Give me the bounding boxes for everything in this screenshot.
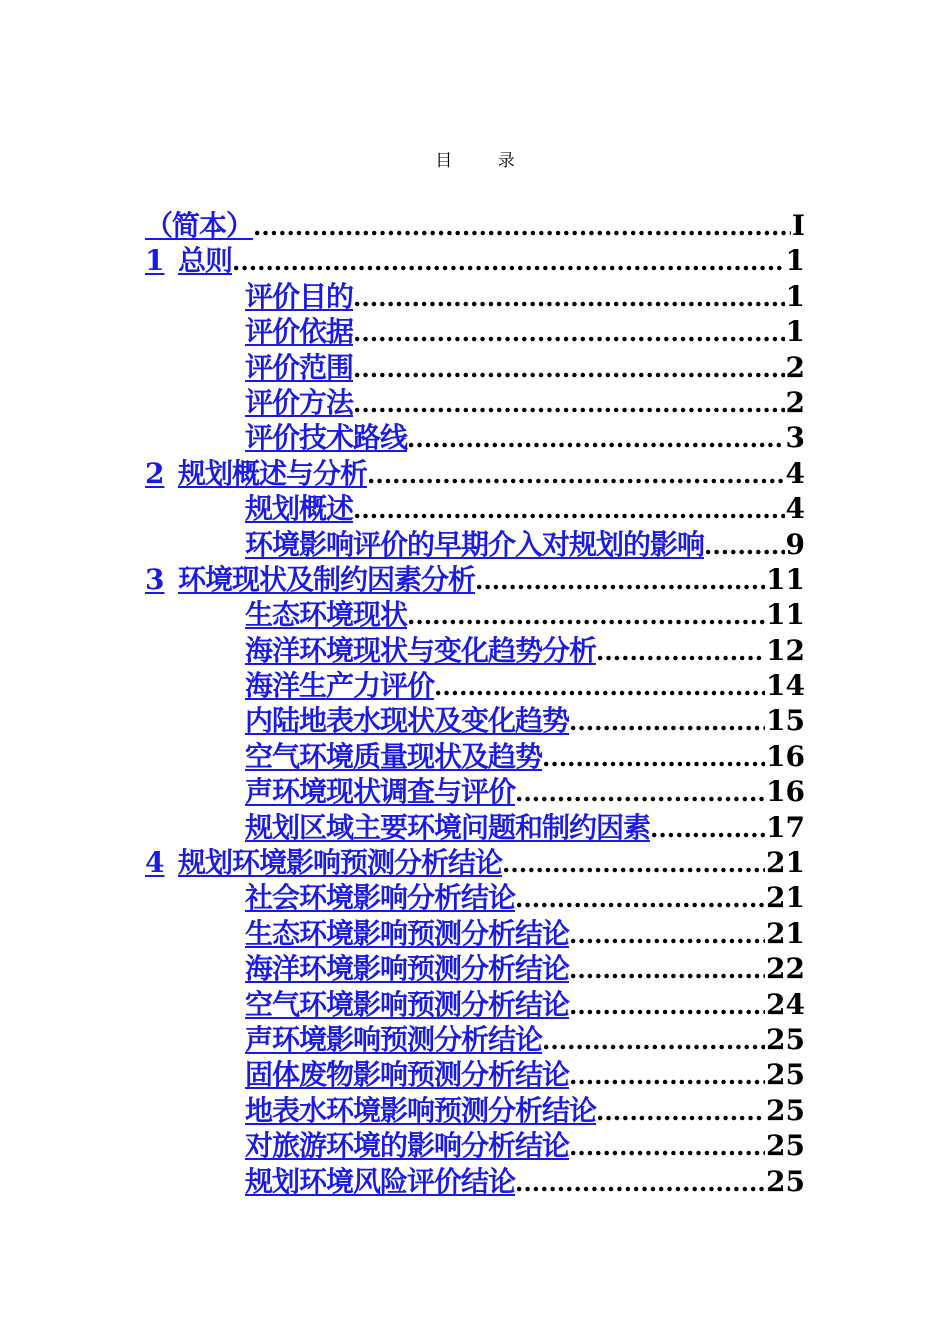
toc-page-number: 17 (766, 810, 805, 844)
toc-leader-dots (704, 528, 785, 562)
toc-entry-label: 评价技术路线 (245, 421, 408, 455)
toc-entry (145, 279, 805, 314)
toc-leader-dots (353, 315, 785, 349)
toc-entry-link[interactable] (245, 774, 515, 809)
toc-entry (145, 916, 805, 951)
toc-leader-dots (475, 563, 765, 597)
toc-entry-label: 声环境影响预测分析结论 (245, 1022, 543, 1056)
toc-leader-dots (542, 1023, 765, 1057)
toc-leader-dots (569, 988, 765, 1022)
toc-page-number: 21 (766, 846, 805, 880)
toc-entry-link[interactable] (145, 845, 502, 880)
toc-entry-label: 内陆地表水现状及变化趋势 (245, 704, 570, 738)
toc-entry-link[interactable] (245, 1093, 596, 1128)
toc-entry-link[interactable] (245, 420, 407, 455)
toc-leader-dots (407, 421, 785, 455)
toc-entry-link[interactable] (245, 314, 353, 349)
toc-entry (145, 491, 805, 526)
toc-entry (145, 987, 805, 1022)
toc-entry-link[interactable] (245, 279, 353, 314)
toc-entry (145, 562, 805, 597)
toc-entry-label: 海洋环境现状与变化趋势分析 (245, 633, 597, 667)
toc-entry-label: 地表水环境影响预测分析结论 (245, 1093, 597, 1127)
toc-page-number: 1 (785, 244, 805, 278)
toc-page-number: 22 (766, 952, 805, 986)
toc-leader-dots (232, 244, 785, 278)
toc-entry-label: 评价范围 (245, 350, 354, 384)
toc-entry-link[interactable] (245, 1022, 542, 1057)
toc-page-number: 1 (785, 315, 805, 349)
toc-entry (145, 668, 805, 703)
toc-entry-link[interactable] (145, 456, 367, 491)
toc-entry-link[interactable] (245, 385, 353, 420)
toc-page-number: 24 (766, 987, 805, 1021)
toc-entry (145, 527, 805, 562)
toc-page-number: 12 (766, 633, 805, 667)
toc-page-number: 25 (766, 1058, 805, 1092)
toc-leader-dots (515, 775, 765, 809)
toc-page-number: 11 (766, 562, 805, 596)
toc-leader-dots (434, 669, 765, 703)
toc-entry (145, 845, 805, 880)
toc-entry-link[interactable] (245, 703, 569, 738)
toc-leader-dots (569, 1058, 765, 1092)
toc-page-number: 21 (766, 881, 805, 915)
toc-entry-label: 声环境现状调查与评价 (245, 775, 516, 809)
toc-entry-link[interactable] (245, 951, 569, 986)
toc-entry-label: 空气环境影响预测分析结论 (245, 987, 570, 1021)
toc-entry (145, 739, 805, 774)
toc-entry-number: 3 (145, 562, 165, 596)
toc-leader-dots (353, 492, 785, 526)
toc-entry-label: 环境影响评价的早期介入对规划的影响 (245, 527, 705, 561)
toc-entry-link[interactable] (245, 350, 353, 385)
toc-entry-link[interactable] (245, 880, 515, 915)
toc-entry-link[interactable] (245, 810, 650, 845)
toc-entry-link[interactable] (245, 668, 434, 703)
toc-entry-label: 生态环境现状 (245, 598, 408, 632)
toc-page-number: 25 (766, 1093, 805, 1127)
toc-entry-label: 评价依据 (245, 315, 354, 349)
toc-entry-link[interactable] (245, 597, 407, 632)
toc-page-number: 25 (766, 1022, 805, 1056)
toc-page-number: 25 (766, 1164, 805, 1198)
toc-entry-label: 规划区域主要环境问题和制约因素 (245, 810, 651, 844)
toc-entry-label: 固体废物影响预测分析结论 (245, 1058, 570, 1092)
toc-entry-label: 规划环境风险评价结论 (245, 1164, 516, 1198)
toc-entry-label: 环境现状及制约因素分析 (178, 562, 476, 596)
toc-entry-label: 评价目的 (245, 279, 354, 313)
toc-leader-dots (502, 846, 765, 880)
toc-entry (145, 810, 805, 845)
toc-entry (145, 314, 805, 349)
toc-entry-label: 规划概述 (245, 492, 354, 526)
toc-page-number: 25 (766, 1129, 805, 1163)
toc-leader-dots (253, 209, 791, 243)
toc-leader-dots (515, 881, 765, 915)
toc-page-number: 9 (785, 527, 805, 561)
toc-entry-link[interactable] (245, 987, 569, 1022)
toc-page-number: 3 (785, 421, 805, 455)
toc-entry-link[interactable] (145, 562, 475, 597)
toc-leader-dots (542, 740, 765, 774)
toc-entry (145, 703, 805, 738)
toc-entry (145, 951, 805, 986)
toc-entry (145, 350, 805, 385)
toc-page-number: 14 (766, 669, 805, 703)
toc-entry-label: 海洋生产力评价 (245, 669, 435, 703)
toc-entry (145, 420, 805, 455)
toc-entry (145, 1164, 805, 1199)
toc-entry-link[interactable] (245, 916, 569, 951)
toc-leader-dots (569, 917, 765, 951)
toc-page-number: 16 (766, 775, 805, 809)
toc-entry-number: 1 (145, 244, 165, 278)
toc-page-number: 4 (785, 456, 805, 490)
toc-entry-link[interactable] (245, 527, 704, 562)
toc-entry-link[interactable] (245, 1057, 569, 1092)
toc-page-number: 2 (785, 385, 805, 419)
toc-entry-label: 规划环境影响预测分析结论 (178, 846, 503, 880)
toc-entry-number: 4 (145, 846, 165, 880)
toc-entry-label: 规划概述与分析 (178, 456, 368, 490)
toc-entry-link[interactable] (245, 633, 596, 668)
toc-leader-dots (596, 1094, 765, 1128)
toc-page-number: 2 (785, 350, 805, 384)
toc-entry-label: 评价方法 (245, 385, 354, 419)
toc-entry-label: 海洋环境影响预测分析结论 (245, 952, 570, 986)
toc-entry-label: 社会环境影响分析结论 (245, 881, 516, 915)
toc-page-number: 21 (766, 916, 805, 950)
toc-leader-dots (407, 598, 765, 632)
toc-entry-label: 空气环境质量现状及趋势 (245, 739, 543, 773)
toc-leader-dots (353, 351, 785, 385)
toc-leader-dots (569, 704, 765, 738)
toc-leader-dots (353, 386, 785, 420)
toc-page-number: 4 (785, 492, 805, 526)
toc-entry-label: 生态环境影响预测分析结论 (245, 916, 570, 950)
toc-leader-dots (569, 952, 765, 986)
toc-entry-label: 对旅游环境的影响分析结论 (245, 1129, 570, 1163)
toc-entry (145, 774, 805, 809)
toc-page-number: 1 (785, 279, 805, 313)
toc-entry (145, 633, 805, 668)
toc-page-number: 11 (766, 598, 805, 632)
toc-entry (145, 880, 805, 915)
toc-leader-dots (569, 1129, 765, 1163)
toc-entry (145, 1022, 805, 1057)
toc-entry-link[interactable] (145, 243, 232, 278)
toc-entry (145, 456, 805, 491)
toc-entry (145, 1093, 805, 1128)
toc-entry (145, 208, 805, 243)
toc-entry-label: 总则 (178, 244, 233, 278)
toc-entry-link[interactable] (245, 491, 353, 526)
toc-entry-link[interactable] (245, 739, 542, 774)
table-of-contents (145, 208, 805, 1199)
toc-leader-dots (515, 1165, 765, 1199)
toc-leader-dots (596, 634, 765, 668)
toc-entry-label: （简本） (145, 209, 254, 242)
toc-page-number: 16 (766, 739, 805, 773)
toc-entry-link[interactable] (245, 1164, 515, 1199)
toc-page-number: I (791, 209, 805, 242)
toc-leader-dots (353, 280, 785, 314)
toc-entry (145, 597, 805, 632)
toc-entry (145, 385, 805, 420)
toc-page-number: 15 (766, 704, 805, 738)
toc-entry-number: 2 (145, 456, 165, 490)
toc-leader-dots (650, 811, 765, 845)
page-title: 目 录 (435, 151, 535, 171)
toc-entry (145, 1057, 805, 1092)
toc-entry (145, 1128, 805, 1163)
toc-entry (145, 243, 805, 278)
toc-entry-link[interactable] (145, 208, 253, 243)
toc-leader-dots (367, 457, 785, 491)
toc-entry-link[interactable] (245, 1128, 569, 1163)
